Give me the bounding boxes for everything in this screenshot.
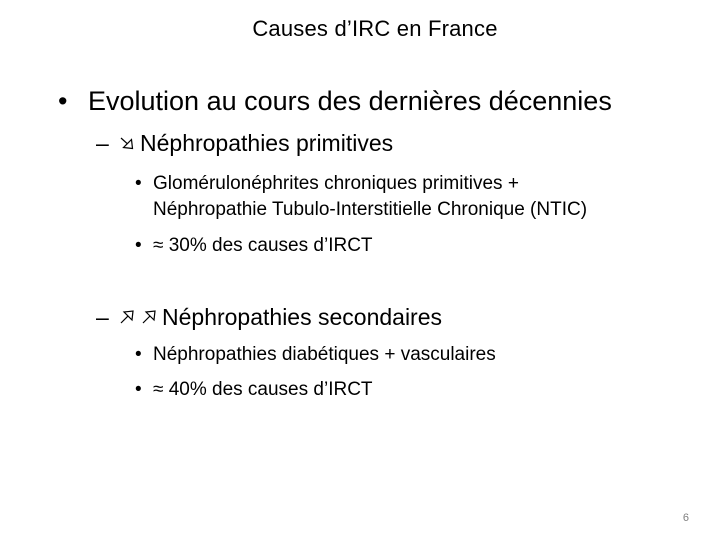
list-item-text: Néphropathie Tubulo-Interstitielle Chronique (NTIC) bbox=[153, 199, 588, 220]
dash-marker: – bbox=[96, 304, 109, 330]
section-secondaires-text: Néphropathies secondaires bbox=[162, 304, 443, 330]
arrow-up-right-icon bbox=[118, 308, 136, 326]
page-number: 6 bbox=[682, 512, 689, 524]
arrow-up-right-icon bbox=[140, 308, 158, 326]
list-item-text: Néphropathies diabétiques + vasculaires bbox=[153, 344, 496, 365]
section-primitives-heading bbox=[96, 130, 393, 157]
list-item-glomerulo bbox=[135, 172, 519, 196]
bullet-marker: • bbox=[58, 86, 68, 116]
section-secondaires-heading bbox=[96, 304, 442, 331]
slide-title: Causes d’IRC en France bbox=[252, 16, 498, 41]
dash-marker: – bbox=[96, 130, 109, 156]
bullet-marker: • bbox=[135, 173, 142, 194]
list-item-text: Glomérulonéphrites chroniques primitives + bbox=[153, 173, 519, 194]
list-item-diabetiques bbox=[135, 343, 496, 367]
bullet-marker: • bbox=[135, 379, 142, 400]
list-item-text: ≈ 30% des causes d’IRCT bbox=[153, 235, 373, 256]
bullet-text: Evolution au cours des dernières décennies bbox=[88, 86, 612, 116]
list-item-percent-40 bbox=[135, 378, 373, 402]
list-item-percent-30 bbox=[135, 234, 373, 258]
arrow-down-right-icon bbox=[118, 134, 136, 152]
bullet-evolution bbox=[58, 86, 612, 117]
list-item-text: ≈ 40% des causes d’IRCT bbox=[153, 379, 373, 400]
bullet-marker: • bbox=[135, 344, 142, 365]
section-primitives-text: Néphropathies primitives bbox=[140, 130, 394, 156]
list-item-glomerulo-continued bbox=[153, 198, 587, 222]
bullet-marker: • bbox=[135, 235, 142, 256]
